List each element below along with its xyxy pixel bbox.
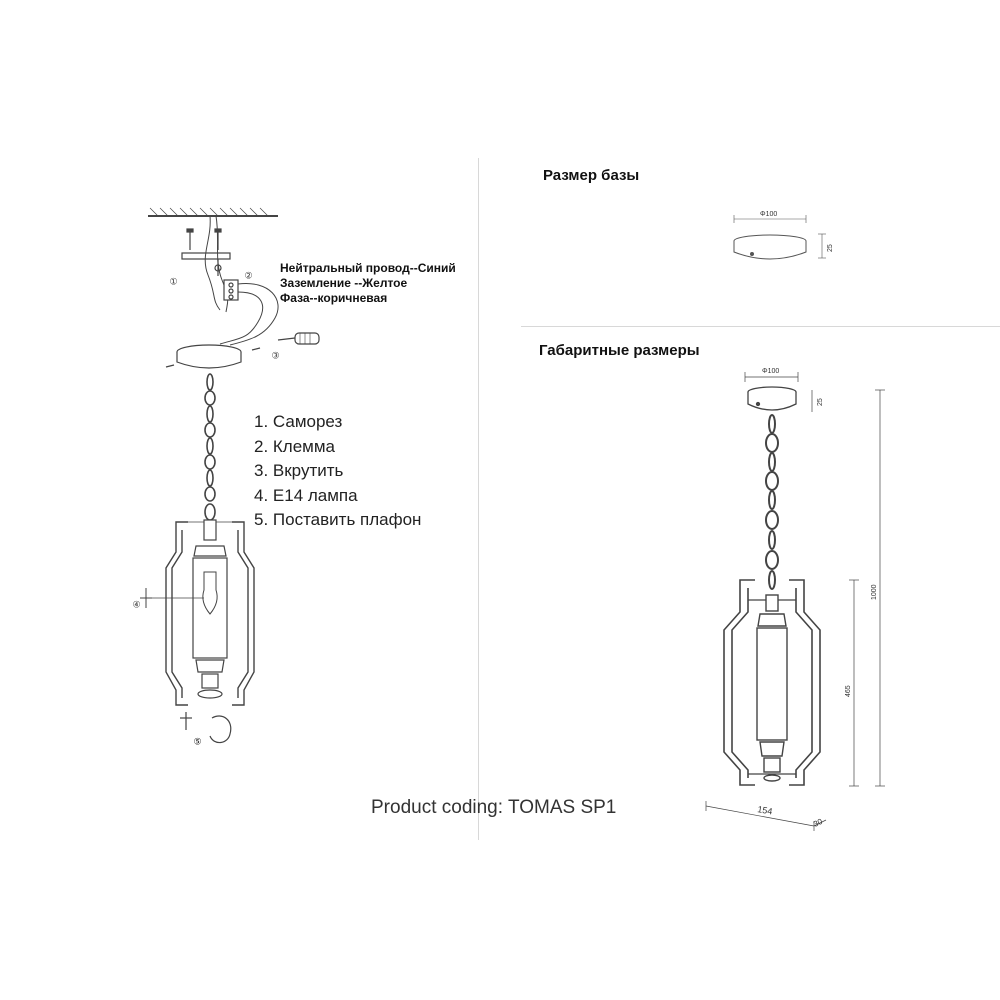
chain (205, 374, 215, 520)
product-coding: Product coding: TOMAS SP1 (371, 797, 617, 818)
overall-shade-height-label: 465 (845, 685, 852, 697)
overall-size-heading: Габаритные размеры (539, 342, 700, 359)
terminal-block (224, 280, 238, 300)
base-size-drawing (734, 215, 826, 259)
step-5: 5. Поставить плафон (254, 510, 422, 529)
overall-drawing (706, 372, 885, 831)
overall-chain (766, 415, 778, 589)
wiring-phase: Фаза--коричневая (280, 291, 388, 305)
base-size-heading: Размер базы (543, 167, 640, 184)
step-1: 1. Саморез (254, 412, 343, 431)
wiring-legend (280, 261, 456, 306)
finial-small (140, 588, 152, 608)
overall-shade (757, 595, 787, 781)
step-4: 4. E14 лампа (254, 485, 358, 505)
wiring-neutral: Нейтральный провод--Синий (280, 261, 456, 275)
callout-1: ① (169, 276, 178, 287)
callout-5: ⑤ (193, 736, 202, 747)
overall-total-height-label: 1000 (871, 584, 878, 600)
canopy (166, 345, 260, 368)
callout-3: ③ (271, 350, 280, 361)
overall-depth-label: 30 (812, 816, 824, 829)
installation-steps (254, 410, 421, 533)
overall-width-label: 154 (756, 804, 774, 817)
step-2: 2. Клемма (254, 436, 336, 456)
callout-2: ② (244, 270, 253, 281)
step-3: 3. Вкрутить (254, 461, 344, 480)
mounting-bracket (182, 253, 230, 276)
base-diameter-label: Φ100 (760, 211, 778, 218)
base-height-label: 25 (827, 244, 834, 252)
screw-icon (187, 229, 221, 250)
finial-part (180, 712, 231, 743)
callout-4: ④ (132, 599, 141, 610)
overall-base-height-label: 25 (817, 398, 824, 406)
ceiling (148, 208, 278, 216)
overall-base-diameter-label: Φ100 (762, 368, 780, 375)
wiring-ground: Заземление --Желтое (280, 276, 408, 290)
screwdriver-icon (278, 333, 319, 344)
